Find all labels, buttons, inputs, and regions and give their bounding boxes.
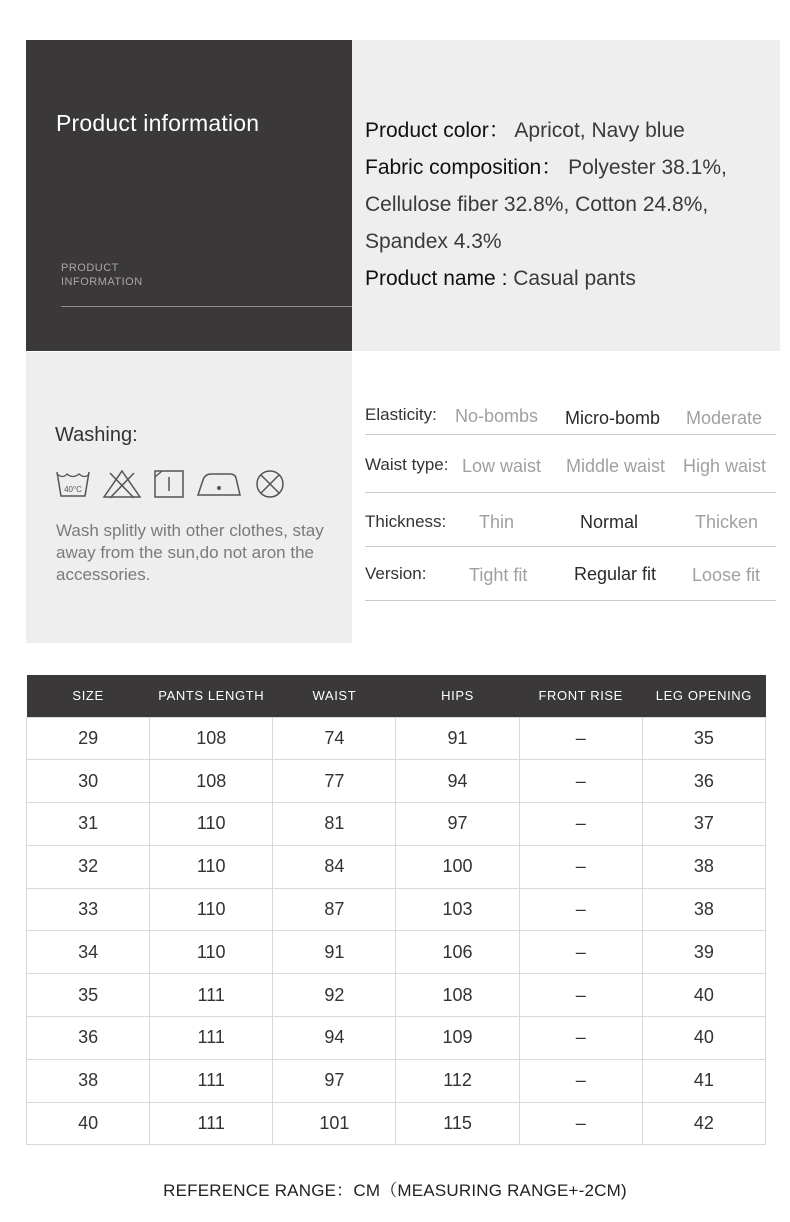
cell-size: 35 — [27, 974, 150, 1017]
elasticity-row — [365, 385, 776, 435]
cell-size: 31 — [27, 803, 150, 846]
cell-front-rise: – — [519, 760, 642, 803]
fabric-value-1: Polyester 38.1%, — [568, 156, 727, 179]
table-row — [27, 1059, 766, 1102]
cell-leg-opening: 36 — [642, 760, 765, 803]
fabric-value-3: Spandex 4.3% — [365, 230, 502, 253]
cell-size: 33 — [27, 888, 150, 931]
cell-front-rise: – — [519, 931, 642, 974]
product-name-line — [365, 260, 775, 297]
header-front-rise: FRONT RISE — [519, 675, 642, 717]
table-row — [27, 931, 766, 974]
product-info-subtitle — [61, 261, 143, 289]
product-details-panel — [352, 40, 780, 351]
waist-option-middle: Middle waist — [566, 456, 666, 476]
waist-option-low: Low waist — [462, 456, 542, 476]
cell-hips: 106 — [396, 931, 519, 974]
product-info-subtitle-line2: INFORMATION — [61, 276, 143, 288]
product-info-subtitle-line1: PRODUCT — [61, 262, 119, 274]
header-leg-opening: LEG OPENING — [642, 675, 765, 717]
elasticity-option-no-bombs: No-bombs — [455, 406, 539, 426]
cell-leg-opening: 41 — [642, 1059, 765, 1102]
cell-waist: 92 — [273, 974, 396, 1017]
cell-hips: 91 — [396, 717, 519, 760]
fabric-line — [365, 149, 775, 186]
product-info-panel — [26, 40, 352, 351]
care-icons — [55, 468, 287, 500]
cell-front-rise: – — [519, 888, 642, 931]
waist-type-row — [365, 435, 776, 493]
cell-hips: 108 — [396, 974, 519, 1017]
cell-front-rise: – — [519, 974, 642, 1017]
iron-low-icon — [195, 468, 243, 500]
product-details — [365, 112, 775, 297]
no-dry-clean-icon — [253, 468, 287, 500]
cell-size: 40 — [27, 1102, 150, 1145]
header-waist: WAIST — [273, 675, 396, 717]
product-color-value: Apricot, Navy blue — [514, 119, 685, 142]
cell-waist: 91 — [273, 931, 396, 974]
cell-leg-opening: 42 — [642, 1102, 765, 1145]
cell-pants-length: 110 — [150, 803, 273, 846]
cell-leg-opening: 38 — [642, 888, 765, 931]
cell-size: 36 — [27, 1017, 150, 1060]
elasticity-label: Elasticity: — [365, 405, 437, 424]
cell-size: 38 — [27, 1059, 150, 1102]
cell-hips: 112 — [396, 1059, 519, 1102]
cell-leg-opening: 40 — [642, 1017, 765, 1060]
cell-hips: 97 — [396, 803, 519, 846]
cell-hips: 109 — [396, 1017, 519, 1060]
cell-hips: 115 — [396, 1102, 519, 1145]
table-row — [27, 1102, 766, 1145]
product-attributes — [365, 385, 776, 601]
cell-leg-opening: 35 — [642, 717, 765, 760]
waist-type-label: Waist type: — [365, 455, 449, 474]
fabric-value-2: Cellulose fiber 32.8%, Cotton 24.8%, — [365, 193, 709, 216]
fabric-label: Fabric composition： — [365, 156, 563, 179]
product-color-label: Product color： — [365, 119, 510, 142]
table-row — [27, 760, 766, 803]
cell-pants-length: 111 — [150, 1102, 273, 1145]
cell-leg-opening: 40 — [642, 974, 765, 1017]
product-color-line — [365, 112, 775, 149]
version-row — [365, 547, 776, 601]
cell-hips: 94 — [396, 760, 519, 803]
size-table — [26, 675, 766, 1145]
cell-front-rise: – — [519, 845, 642, 888]
header-size: SIZE — [27, 675, 150, 717]
version-option-loose: Loose fit — [692, 565, 761, 585]
cell-waist: 101 — [273, 1102, 396, 1145]
cell-pants-length: 110 — [150, 931, 273, 974]
waist-option-high: High waist — [683, 456, 767, 476]
version-option-tight: Tight fit — [469, 565, 528, 585]
cell-pants-length: 108 — [150, 760, 273, 803]
cell-front-rise: – — [519, 1102, 642, 1145]
washing-description: Wash splitly with other clothes, stay away from the sun,do not aron the accessories. — [56, 521, 324, 584]
cell-pants-length: 110 — [150, 888, 273, 931]
product-info-title: Product information — [56, 110, 260, 136]
cell-size: 32 — [27, 845, 150, 888]
version-option-regular: Regular fit — [574, 564, 657, 584]
wash-temp-label: 40°C — [64, 485, 82, 494]
table-row — [27, 845, 766, 888]
cell-leg-opening: 39 — [642, 931, 765, 974]
cell-front-rise: – — [519, 1059, 642, 1102]
reference-range-note: REFERENCE RANGE：CM（MEASURING RANGE+-2CM) — [163, 1181, 627, 1200]
cell-pants-length: 108 — [150, 717, 273, 760]
size-table-header — [27, 675, 766, 717]
thickness-option-normal: Normal — [580, 512, 639, 532]
cell-leg-opening: 37 — [642, 803, 765, 846]
cell-pants-length: 111 — [150, 1059, 273, 1102]
thickness-option-thin: Thin — [479, 512, 515, 532]
washing-panel — [26, 352, 352, 643]
cell-waist: 74 — [273, 717, 396, 760]
washing-title: Washing: — [55, 424, 138, 446]
no-bleach-icon — [101, 468, 143, 500]
cell-size: 29 — [27, 717, 150, 760]
table-row — [27, 888, 766, 931]
line-dry-icon — [153, 468, 185, 500]
thickness-option-thicken: Thicken — [695, 512, 759, 532]
cell-waist: 94 — [273, 1017, 396, 1060]
cell-front-rise: – — [519, 1017, 642, 1060]
cell-hips: 103 — [396, 888, 519, 931]
cell-size: 34 — [27, 931, 150, 974]
product-name-label: Product name : — [365, 267, 508, 290]
cell-pants-length: 111 — [150, 1017, 273, 1060]
thickness-row — [365, 493, 776, 547]
cell-waist: 87 — [273, 888, 396, 931]
cell-front-rise: – — [519, 717, 642, 760]
table-row — [27, 803, 766, 846]
cell-waist: 84 — [273, 845, 396, 888]
header-pants-length: PANTS LENGTH — [150, 675, 273, 717]
table-row — [27, 1017, 766, 1060]
thickness-label: Thickness: — [365, 512, 447, 531]
product-name-value: Casual pants — [513, 267, 636, 290]
cell-leg-opening: 38 — [642, 845, 765, 888]
elasticity-option-micro-bomb: Micro-bomb — [565, 408, 661, 428]
cell-waist: 81 — [273, 803, 396, 846]
cell-hips: 100 — [396, 845, 519, 888]
cell-size: 30 — [27, 760, 150, 803]
table-row — [27, 974, 766, 1017]
header-hips: HIPS — [396, 675, 519, 717]
table-row — [27, 717, 766, 760]
version-label: Version: — [365, 564, 427, 583]
product-info-divider — [61, 306, 352, 307]
elasticity-option-moderate: Moderate — [686, 408, 763, 428]
wash-40-icon — [55, 468, 91, 500]
cell-pants-length: 111 — [150, 974, 273, 1017]
cell-front-rise: – — [519, 803, 642, 846]
cell-waist: 77 — [273, 760, 396, 803]
cell-pants-length: 110 — [150, 845, 273, 888]
cell-waist: 97 — [273, 1059, 396, 1102]
